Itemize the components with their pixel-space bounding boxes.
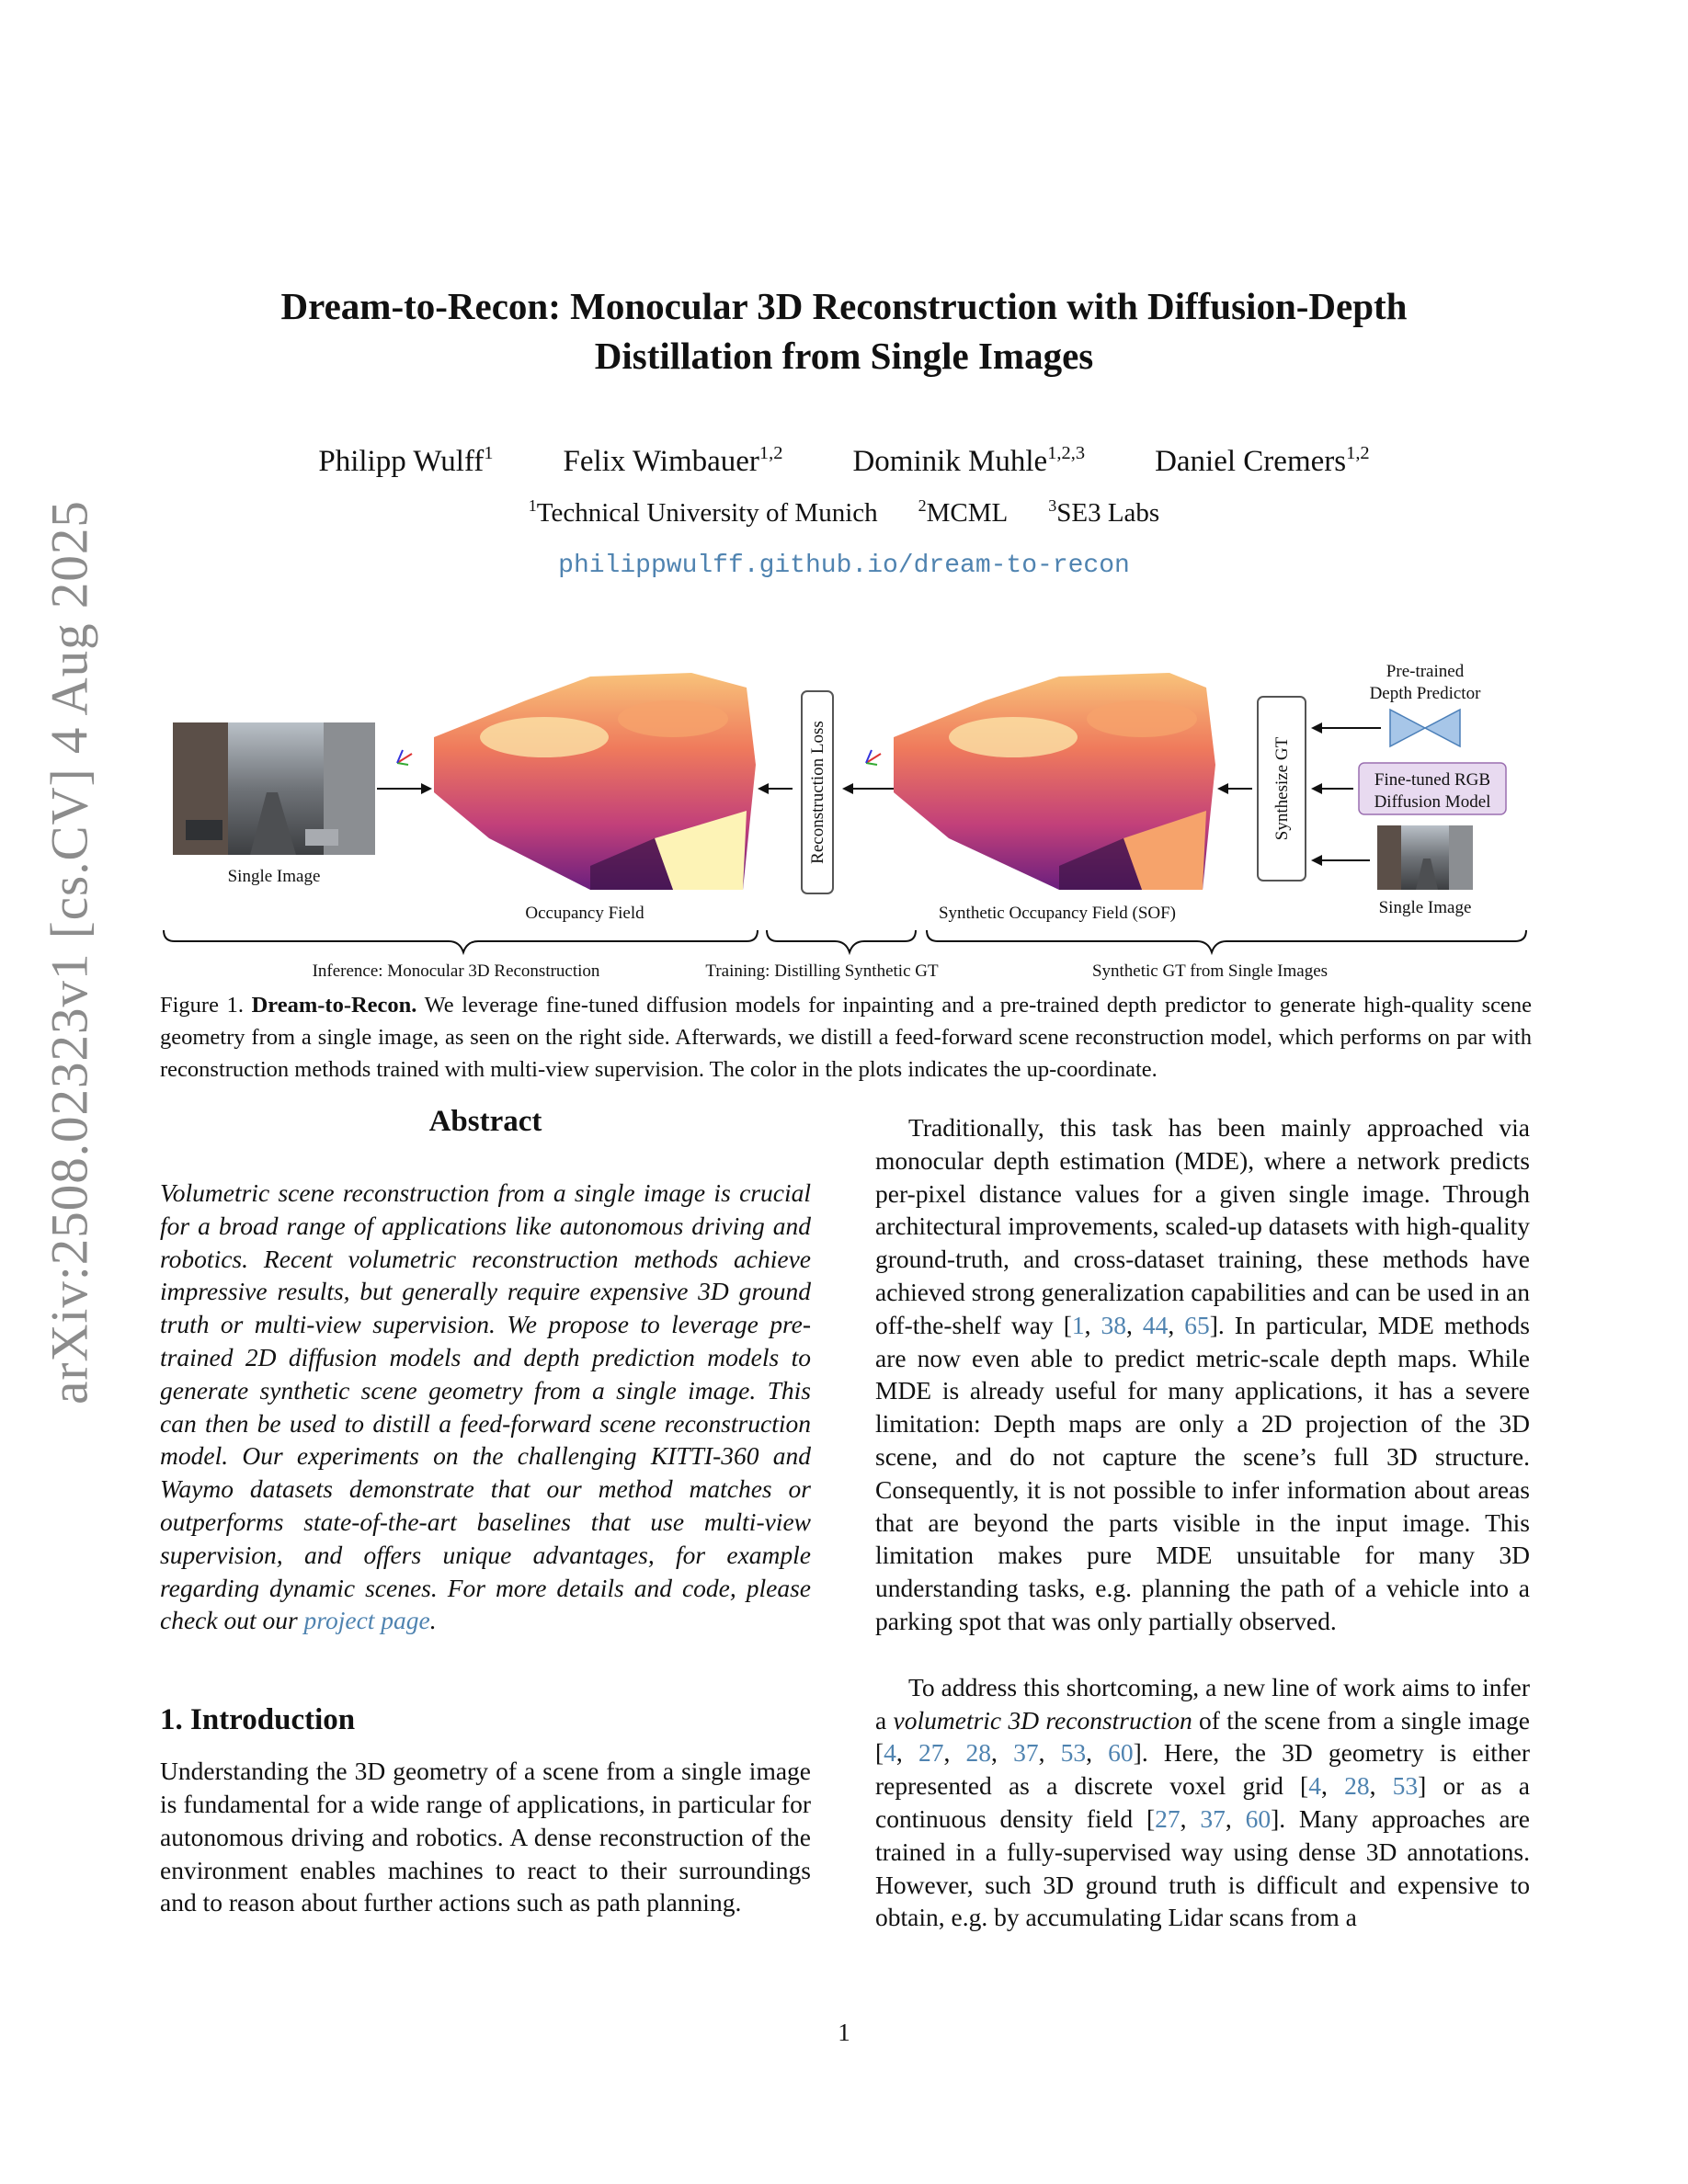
- abstract-body: Volumetric scene reconstruction from a single image is crucial for a broad range of applications like autonomous driving and robotics. Recent volumetric reconstruction methods achieve impressive results, but generally require expensive 3D ground truth or multi-view supervision. We propose to leverage pre-trained 2D diffusion models and depth prediction models to generate synthetic scene geometry from a single image. This can then be used to distill a feed-forward scene reconstruction model. Our experiments on the challenging KITTI-360 and Waymo datasets demonstrate that our method matches or outperforms state-of-the-art baselines that use multi-view supervision, and offers unique advantages, for example regarding dynamic scenes. For more details and code, please check out our: [160, 1178, 811, 1635]
- affiliation-name: Technical University of Munich: [536, 498, 878, 528]
- title-line-1: Dream-to-Recon: Monocular 3D Reconstruction with Diffusion-Depth: [280, 285, 1408, 327]
- right-paragraph-2: To address this shortcoming, a new line of work aims to infer a volumetric 3D reconstruction of the scene from a single image [4, 27, 28, 37, 53, 60]. Here, the 3D geometry is either represented as a discrete voxel grid [4, 28, 53] or as a continuous density field [27, 37, 60]. Many approaches are trained in a fully-supervised way using dense 3D annotations. However, such 3D ground truth is difficult and expensive to obtain, e.g. by accumulating Lidar scans from a: [875, 1672, 1531, 1932]
- author-name: Felix Wimbauer: [563, 445, 759, 478]
- citation-link[interactable]: 53: [1392, 1771, 1419, 1801]
- author-name: Philipp Wulff: [318, 445, 485, 478]
- arrow-head-icon: [842, 783, 853, 794]
- affiliation-list: [200, 498, 1488, 529]
- citation-link[interactable]: 28: [1344, 1771, 1370, 1801]
- label-reconstruction-loss: Reconstruction Loss: [808, 721, 827, 864]
- citation-link[interactable]: 53: [1060, 1738, 1087, 1768]
- arrow-head-icon: [1311, 722, 1322, 734]
- affiliation-sup: 3: [1048, 496, 1057, 516]
- right-paragraph-1: Traditionally, this task has been mainly approached via monocular depth estimation (MDE), where a network predicts per-pixel distance values for a given single image. Through architectural improvements, scaled-up datasets with high-quality ground-truth, and cross-dataset training, these methods have achieved strong generalization capabilities and can be used in an off-the-shelf way [1, 38, 44, 65]. In particular, MDE methods are now even able to predict metric-scale depth maps. While MDE is already useful for many applications, it has a severe limitation: Depth maps are only a 2D projection of the 3D scene, and do not capture the scene’s full 3D structure. Consequently, it is not possible to infer information about areas that are beyond the parts visible in the input image. This limitation makes pure MDE unsuitable for many 3D understanding tasks, e.g. planning the path of a vehicle into a parking spot that was only partially observed.: [875, 1113, 1530, 1635]
- brace-inference: [164, 930, 758, 952]
- arrow-head-icon: [1311, 855, 1322, 866]
- label-single-image-right: Single Image: [1378, 898, 1472, 917]
- author-name: Dominik Muhle: [852, 445, 1048, 478]
- citation-link[interactable]: 65: [1184, 1310, 1210, 1339]
- introduction-heading: 1. Introduction: [160, 1703, 356, 1737]
- intro-paragraph-1: Understanding the 3D geometry of a scene from a single image is fundamental for a wide range of applications, in particular for autonomous driving and robotics. A dense reconstruction of the environment enables machines to react to their surroundings and to reason about further actions such as path planning.: [160, 1757, 811, 1917]
- left-column: [160, 1103, 811, 1919]
- project-url-link[interactable]: philippwulff.github.io/dream-to-recon: [558, 552, 1130, 580]
- project-page-link[interactable]: project page: [303, 1606, 430, 1635]
- author-2: [563, 442, 783, 479]
- affiliation-sup: 1: [528, 496, 537, 516]
- occupancy-field-render: [434, 673, 756, 890]
- arrow-head-icon: [758, 783, 769, 794]
- label-occupancy-field: Occupancy Field: [525, 904, 644, 923]
- label-single-image-left: Single Image: [227, 867, 321, 886]
- rc-p2-b: of the scene from a single image [: [875, 1705, 1531, 1768]
- label-synthetic-occupancy-field: Synthetic Occupancy Field (SOF): [938, 904, 1177, 923]
- paper-title: [200, 281, 1488, 381]
- rc-p1-a: Traditionally, this task has been mainly approached via monocular depth estimation (MDE), where a network predicts per-pixel distance values for a given single image. Through architectural improvements, scaled-up datasets with high-quality ground-truth, and cross-dataset training, these methods have achieved strong generalization capabilities and can be used in an off-the-shelf way [: [875, 1113, 1530, 1339]
- author-affiliation-sup: 1,2: [1346, 442, 1370, 463]
- rc-p1-b: ]. In particular, MDE methods are now even able to predict metric-scale depth maps. While MDE is already useful for many applications, it has a severe limitation: Depth maps are only a 2D projection of the 3D scene, and do not capture the scene’s full 3D structure. Consequently, it is not possible to infer information about areas that are beyond the parts visible in the input image. This limitation makes pure MDE unsuitable for many 3D understanding tasks, e.g. planning the path of a vehicle into a parking spot that was only partially observed.: [875, 1310, 1530, 1635]
- figure-caption: [160, 989, 1532, 1086]
- rc-p2-d: ] or as a continuous density field [: [875, 1771, 1530, 1833]
- citation-link[interactable]: 60: [1245, 1803, 1272, 1833]
- arrow-head-icon: [421, 783, 432, 794]
- citation-link[interactable]: 60: [1108, 1738, 1134, 1768]
- caption-prefix: Figure 1.: [160, 993, 244, 1018]
- citation-link[interactable]: 4: [884, 1738, 896, 1768]
- input-image-right: [1377, 825, 1473, 890]
- author-affiliation-sup: 1: [484, 442, 494, 463]
- author-4: [1155, 442, 1370, 479]
- brace-training: [767, 930, 916, 952]
- author-list: [200, 442, 1488, 479]
- author-affiliation-sup: 1,2,3: [1047, 442, 1086, 463]
- label-finetuned-2: Diffusion Model: [1374, 792, 1491, 812]
- rc-p2-c: ]. Here, the 3D geometry is either represented as a discrete voxel grid [: [875, 1738, 1531, 1801]
- rc-p2-a: To address this shortcoming, a new line of work aims to infer a: [875, 1672, 1530, 1735]
- arrow-head-icon: [1311, 783, 1322, 794]
- author-name: Daniel Cremers: [1155, 445, 1347, 478]
- author-1: [318, 442, 494, 479]
- citation-link[interactable]: 37: [1200, 1803, 1226, 1833]
- title-line-2: Distillation from Single Images: [594, 335, 1094, 377]
- citation-link[interactable]: 44: [1142, 1310, 1169, 1339]
- label-brace-inference: Inference: Monocular 3D Reconstruction: [312, 961, 600, 981]
- citation-link[interactable]: 27: [918, 1738, 944, 1768]
- camera-axes-icon: [866, 750, 881, 765]
- input-image-left: [173, 722, 375, 855]
- citation-link[interactable]: 1: [1071, 1310, 1085, 1339]
- citation-link[interactable]: 37: [1013, 1738, 1039, 1768]
- affiliation-name: MCML: [926, 498, 1009, 528]
- affiliation-name: SE3 Labs: [1056, 498, 1160, 528]
- citation-link[interactable]: 27: [1155, 1803, 1180, 1833]
- label-brace-training: Training: Distilling Synthetic GT: [705, 961, 939, 981]
- affiliation-3: [1048, 498, 1159, 529]
- figure-1: [158, 654, 1534, 989]
- author-affiliation-sup: 1,2: [758, 442, 783, 463]
- citation-link[interactable]: 38: [1101, 1310, 1126, 1339]
- label-pretrained-1: Pre-trained: [1386, 662, 1465, 681]
- arxiv-side-stamp: arXiv:2508.02323v1 [cs.CV] 4 Aug 2025: [40, 500, 99, 1405]
- affiliation-1: [529, 498, 878, 529]
- caption-text: We leverage fine-tuned diffusion models for inpainting and a pre-trained depth predictor to generate high-quality scene geometry from a single image, as seen on the right side. Afterwards, we distill a feed-forward scene reconstruction model, which performs on par with reconstruction methods trained with multi-view supervision. The color in the plots indicates the up-coordinate.: [160, 993, 1533, 1082]
- camera-axes-icon: [397, 750, 412, 765]
- affiliation-sup: 2: [918, 496, 927, 516]
- rc-p2-e: ]. Many approaches are trained in a fully-supervised way using dense 3D annotations. However, such 3D ground truth is difficult and expensive to obtain, e.g. by accumulating Lidar scans from a: [875, 1803, 1530, 1932]
- depth-predictor-icon: [1390, 710, 1460, 746]
- citation-link[interactable]: 28: [965, 1738, 992, 1768]
- label-pretrained-2: Depth Predictor: [1369, 684, 1481, 703]
- abstract-text: [160, 1177, 811, 1637]
- abstract-heading: Abstract: [428, 1105, 542, 1138]
- page-number: 1: [838, 2019, 850, 2046]
- author-3: [852, 442, 1086, 479]
- caption-bold: Dream-to-Recon.: [251, 993, 417, 1018]
- brace-synthetic: [927, 930, 1526, 952]
- label-finetuned-1: Fine-tuned RGB: [1374, 770, 1491, 790]
- label-synthesize-gt: Synthesize GT: [1272, 736, 1292, 841]
- abstract-end: .: [429, 1606, 437, 1635]
- arrow-head-icon: [1217, 783, 1228, 794]
- affiliation-2: [918, 498, 1009, 529]
- rc-p2-italic: volumetric 3D reconstruction: [893, 1705, 1192, 1735]
- synthetic-occupancy-field-render: [894, 673, 1215, 890]
- label-brace-synthetic: Synthetic GT from Single Images: [1091, 961, 1329, 981]
- citation-link[interactable]: 4: [1308, 1771, 1321, 1801]
- right-column: [875, 1111, 1530, 1934]
